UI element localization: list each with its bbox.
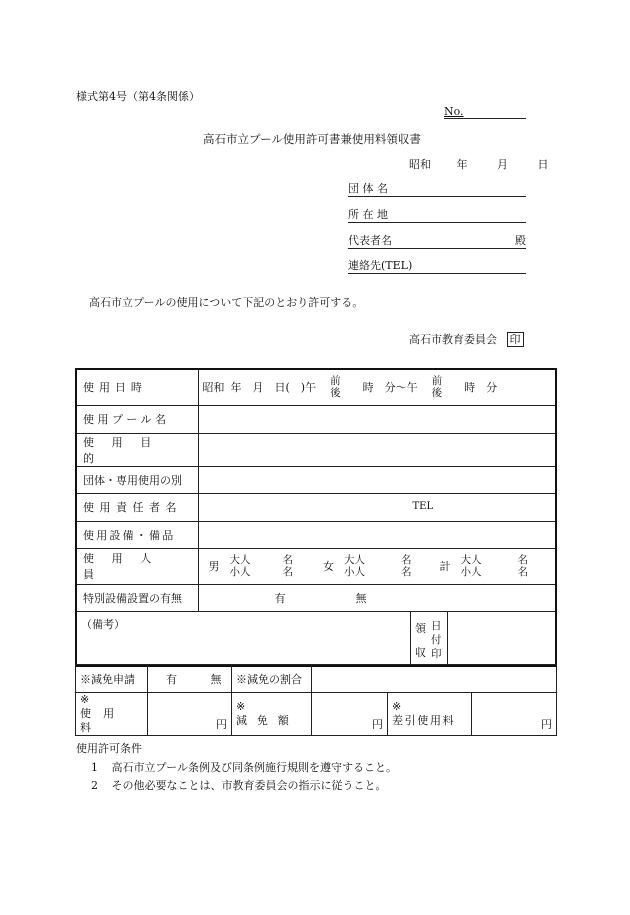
representative-suffix: 殿 xyxy=(515,234,526,247)
pool-name-value xyxy=(198,405,556,433)
female-child-unit: 名 xyxy=(401,566,412,578)
net-fee-label-cell xyxy=(388,693,472,736)
net-fee-value xyxy=(472,693,557,736)
female-adult-child xyxy=(344,554,365,578)
condition-number: 2 xyxy=(91,779,98,792)
row-purpose xyxy=(76,433,556,466)
condition-item-2 xyxy=(91,777,387,793)
representative-field xyxy=(348,232,526,249)
date-month: 月 xyxy=(497,158,508,171)
number-label: No. xyxy=(444,105,464,118)
row-pool-name xyxy=(76,405,556,433)
reduction-amount-value xyxy=(312,693,388,736)
row-usage-datetime xyxy=(76,369,556,405)
special-equipment-label: 特別設備設置の有無 xyxy=(83,591,182,605)
date-era: 昭和 xyxy=(409,158,431,171)
responsible-label-cell xyxy=(76,493,198,521)
permission-statement: 高石市立プールの使用について下記のとおり許可する。 xyxy=(89,296,364,309)
total-adult: 大人 xyxy=(460,554,482,566)
purpose-label: 使用目的 xyxy=(83,435,169,465)
row-special-equipment xyxy=(76,584,556,611)
date-day: 日 xyxy=(537,158,549,171)
ampm-selector-end xyxy=(432,375,443,399)
equipment-value xyxy=(198,521,556,548)
equipment-label: 使用設備・備品 xyxy=(83,528,176,542)
fee-yen: 円 xyxy=(216,718,227,731)
representative-label: 代表者名 xyxy=(348,234,392,247)
male-child: 小人 xyxy=(229,566,251,578)
male-label: 男 xyxy=(208,560,220,573)
female-units xyxy=(401,554,412,578)
issuer xyxy=(409,331,524,347)
responsible-label: 使用責任者名 xyxy=(83,501,182,514)
special-equipment-value xyxy=(198,584,556,611)
total-adult-child xyxy=(461,554,482,578)
row-remarks xyxy=(76,611,556,666)
document-title: 高石市立プール使用許可書兼使用料領収書 xyxy=(203,132,421,146)
net-fee-mark: ※ xyxy=(392,700,402,713)
ampm-start-afternoon: 後 xyxy=(330,387,341,400)
tel-label: TEL xyxy=(412,500,434,512)
usage-table xyxy=(75,368,557,667)
fee-table xyxy=(75,664,557,736)
date-stamp-1: 日 xyxy=(431,619,442,632)
fee-label-cell xyxy=(76,693,148,736)
responsible-value xyxy=(198,493,556,521)
row-fees xyxy=(76,693,557,736)
reduction-ratio-label-cell xyxy=(232,665,312,693)
condition-text: 高石市立プール条例及び同条例施行規則を遵守すること。 xyxy=(111,761,397,774)
row-group-type xyxy=(76,466,556,493)
date-stamp-3: 印 xyxy=(431,647,442,660)
group-type-label: 団体・専用使用の別 xyxy=(83,473,182,487)
address-label: 所 在 地 xyxy=(348,208,388,221)
remarks-cell xyxy=(76,611,556,666)
reduction-yen: 円 xyxy=(372,718,383,731)
purpose-label-cell xyxy=(76,433,198,466)
ampm-start-morning: 前 xyxy=(330,375,341,388)
persons-label: 使用人員 xyxy=(83,552,169,581)
male-adult: 大人 xyxy=(229,554,251,566)
fee-label: 使用料 xyxy=(80,707,127,734)
form-id: 様式第4号（第4条関係） xyxy=(76,90,200,103)
persons-value xyxy=(198,548,556,584)
datetime-ymd: 年 月 日( )午 xyxy=(230,381,317,395)
male-child-unit: 名 xyxy=(282,566,293,578)
reduction-amount-label: 減免額 xyxy=(236,714,299,727)
reduction-request-value xyxy=(148,665,232,693)
receipt-top: 領 xyxy=(415,621,426,635)
net-fee-yen: 円 xyxy=(541,718,552,731)
male-adult-child xyxy=(230,554,251,578)
persons-label-cell xyxy=(76,548,198,584)
male-units xyxy=(283,554,294,578)
date-stamp-2: 付 xyxy=(431,633,442,646)
usage-datetime-label: 使用日時 xyxy=(83,381,147,395)
female-adult: 大人 xyxy=(344,554,365,566)
usage-datetime-label-cell xyxy=(76,369,198,405)
condition-item-1 xyxy=(91,759,397,775)
pool-name-label: 使用プール名 xyxy=(83,413,170,426)
contact-label: 連絡先(TEL) xyxy=(348,259,413,272)
reduction-amount-mark: ※ xyxy=(236,700,246,713)
contact-field xyxy=(348,257,526,274)
ampm-end-morning: 前 xyxy=(431,375,443,388)
total-units xyxy=(518,554,529,578)
special-yes: 有 xyxy=(274,591,286,605)
usage-datetime-value xyxy=(198,369,556,405)
reduction-ratio-value xyxy=(312,665,557,693)
special-no: 無 xyxy=(355,591,367,605)
issuer-name: 高石市教育委員会 xyxy=(409,333,497,346)
seal-mark: 印 xyxy=(507,332,524,347)
net-fee-label: 差引使用料 xyxy=(392,714,456,727)
female-adult-unit: 名 xyxy=(401,554,412,566)
receipt-bottom: 収 xyxy=(415,645,426,659)
reduction-request-label-cell xyxy=(76,665,148,693)
row-equipment xyxy=(76,521,556,548)
reduction-ratio-label: ※減免の割合 xyxy=(236,672,302,686)
remarks-label: （備考） xyxy=(81,617,125,631)
datetime-end: 時 分 xyxy=(464,381,498,395)
condition-text: その他必要なことは、市教育委員会の指示に従うこと。 xyxy=(111,779,387,792)
row-reduction xyxy=(76,665,557,693)
purpose-value xyxy=(198,433,556,466)
reduction-request-label: ※減免申請 xyxy=(80,672,135,686)
total-label: 計 xyxy=(439,560,451,573)
row-persons xyxy=(76,548,556,584)
group-type-label-cell xyxy=(76,466,198,493)
datetime-era: 昭和 xyxy=(202,381,225,395)
total-child-unit: 名 xyxy=(517,566,528,578)
reduction-yes: 有 xyxy=(166,672,177,686)
female-label: 女 xyxy=(323,560,334,573)
receipt-box xyxy=(410,612,448,666)
issue-date xyxy=(409,156,549,172)
group-name-label: 団 体 名 xyxy=(348,182,388,195)
reduction-no: 無 xyxy=(210,672,222,686)
fee-value xyxy=(148,693,232,736)
condition-number: 1 xyxy=(91,761,98,774)
female-child: 小人 xyxy=(344,566,365,578)
special-equipment-label-cell xyxy=(76,584,198,611)
ampm-selector-start xyxy=(330,375,341,399)
total-adult-unit: 名 xyxy=(517,554,528,566)
datetime-mid: 時 分〜午 xyxy=(362,381,418,395)
date-year: 年 xyxy=(456,158,468,171)
equipment-label-cell xyxy=(76,521,198,548)
conditions-heading: 使用許可条件 xyxy=(76,742,142,755)
male-adult-unit: 名 xyxy=(282,554,293,566)
group-type-value xyxy=(198,466,556,493)
fee-mark: ※ xyxy=(80,693,90,706)
ampm-end-afternoon: 後 xyxy=(431,387,443,400)
reduction-amount-label-cell xyxy=(232,693,312,736)
row-responsible xyxy=(76,493,556,521)
number-field xyxy=(444,105,526,119)
pool-name-label-cell xyxy=(76,405,198,433)
address-field xyxy=(348,206,526,223)
group-name-field xyxy=(348,180,526,197)
total-child: 小人 xyxy=(460,566,482,578)
